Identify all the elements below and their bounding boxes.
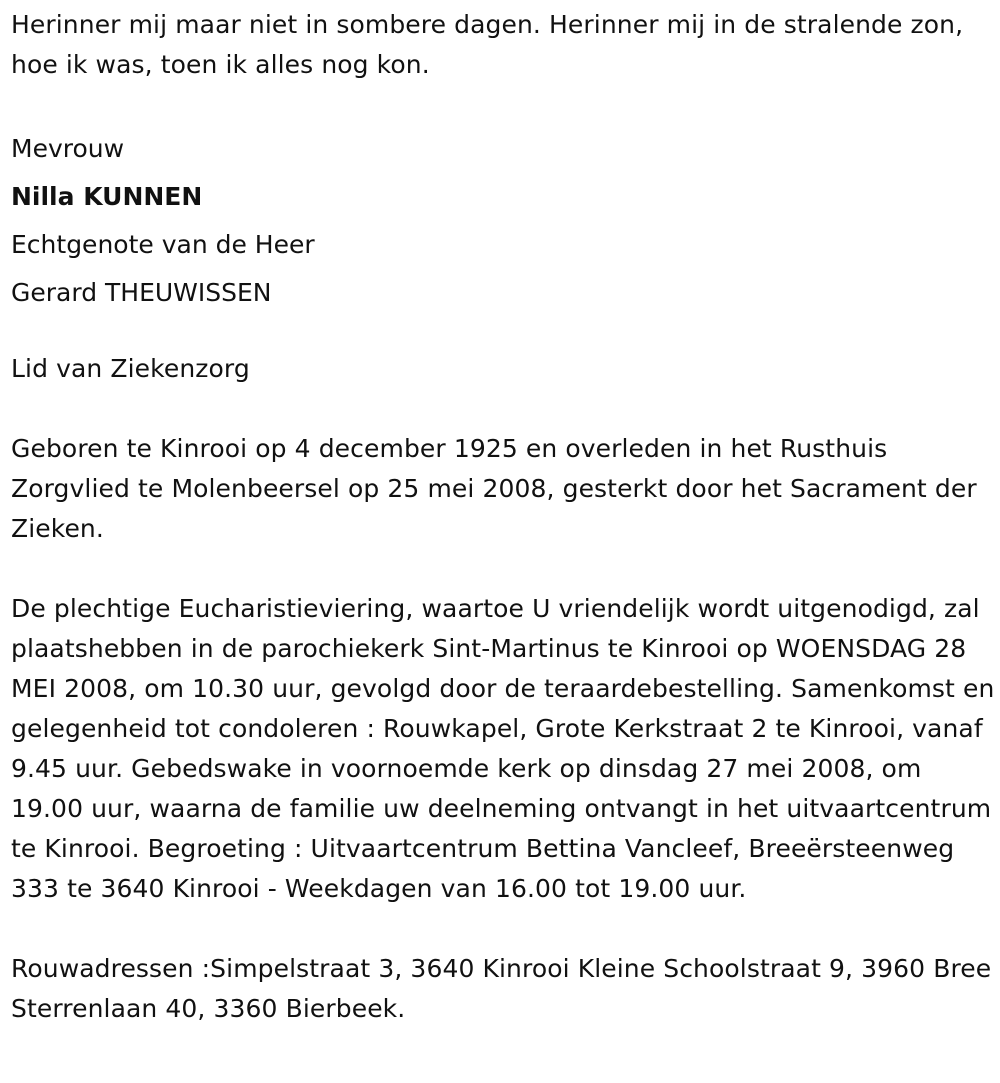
deceased-name: Nilla KUNNEN	[11, 182, 203, 211]
ceremony-text: De plechtige Eucharistieviering, waartoe U vriendelijk wordt uitgenodigd, zal plaatshebben in de parochiekerk Sint-Martinus te Kinrooi op WOENSDAG 28 MEI 2008, om 10.30 uur, gevolgd door de teraardebestelling. Samenkomst en gelegenheid tot condoleren : Rouwkapel, Grote Kerkstraat 2 te Kinrooi, vanaf 9.45 uur. Gebedswake in voornoemde kerk op dinsdag 27 mei 2008, om 19.00 uur, waarna de familie uw deelneming ontvangt in het uitvaartcentrum te Kinrooi. Begroeting : Uitvaartcentrum Bettina Vancleef, Breeërsteenweg 333 te 3640 Kinrooi - Weekdagen van 16.00 tot 19.00 uur.	[11, 594, 995, 903]
spouse-line-2: Gerard THEUWISSEN	[11, 278, 272, 307]
membership-text: Lid van Ziekenzorg	[11, 354, 250, 383]
poem-text: Herinner mij maar niet in sombere dagen. Herinner mij in de stralende zon, hoe ik was, toen ik alles nog kon.	[11, 10, 964, 79]
spouse-line-1: Echtgenote van de Heer	[11, 230, 315, 259]
salutation: Mevrouw	[11, 134, 125, 163]
birth-death-text: Geboren te Kinrooi op 4 december 1925 en overleden in het Rusthuis Zorgvlied te Molenbeersel op 25 mei 2008, gesterkt door het Sacrament der Zieken.	[11, 434, 977, 543]
obituary-text	[11, 5, 996, 1029]
addresses-text: Rouwadressen :Simpelstraat 3, 3640 Kinrooi Kleine Schoolstraat 9, 3960 Bree Sterrenlaan 40, 3360 Bierbeek.	[11, 954, 992, 1023]
